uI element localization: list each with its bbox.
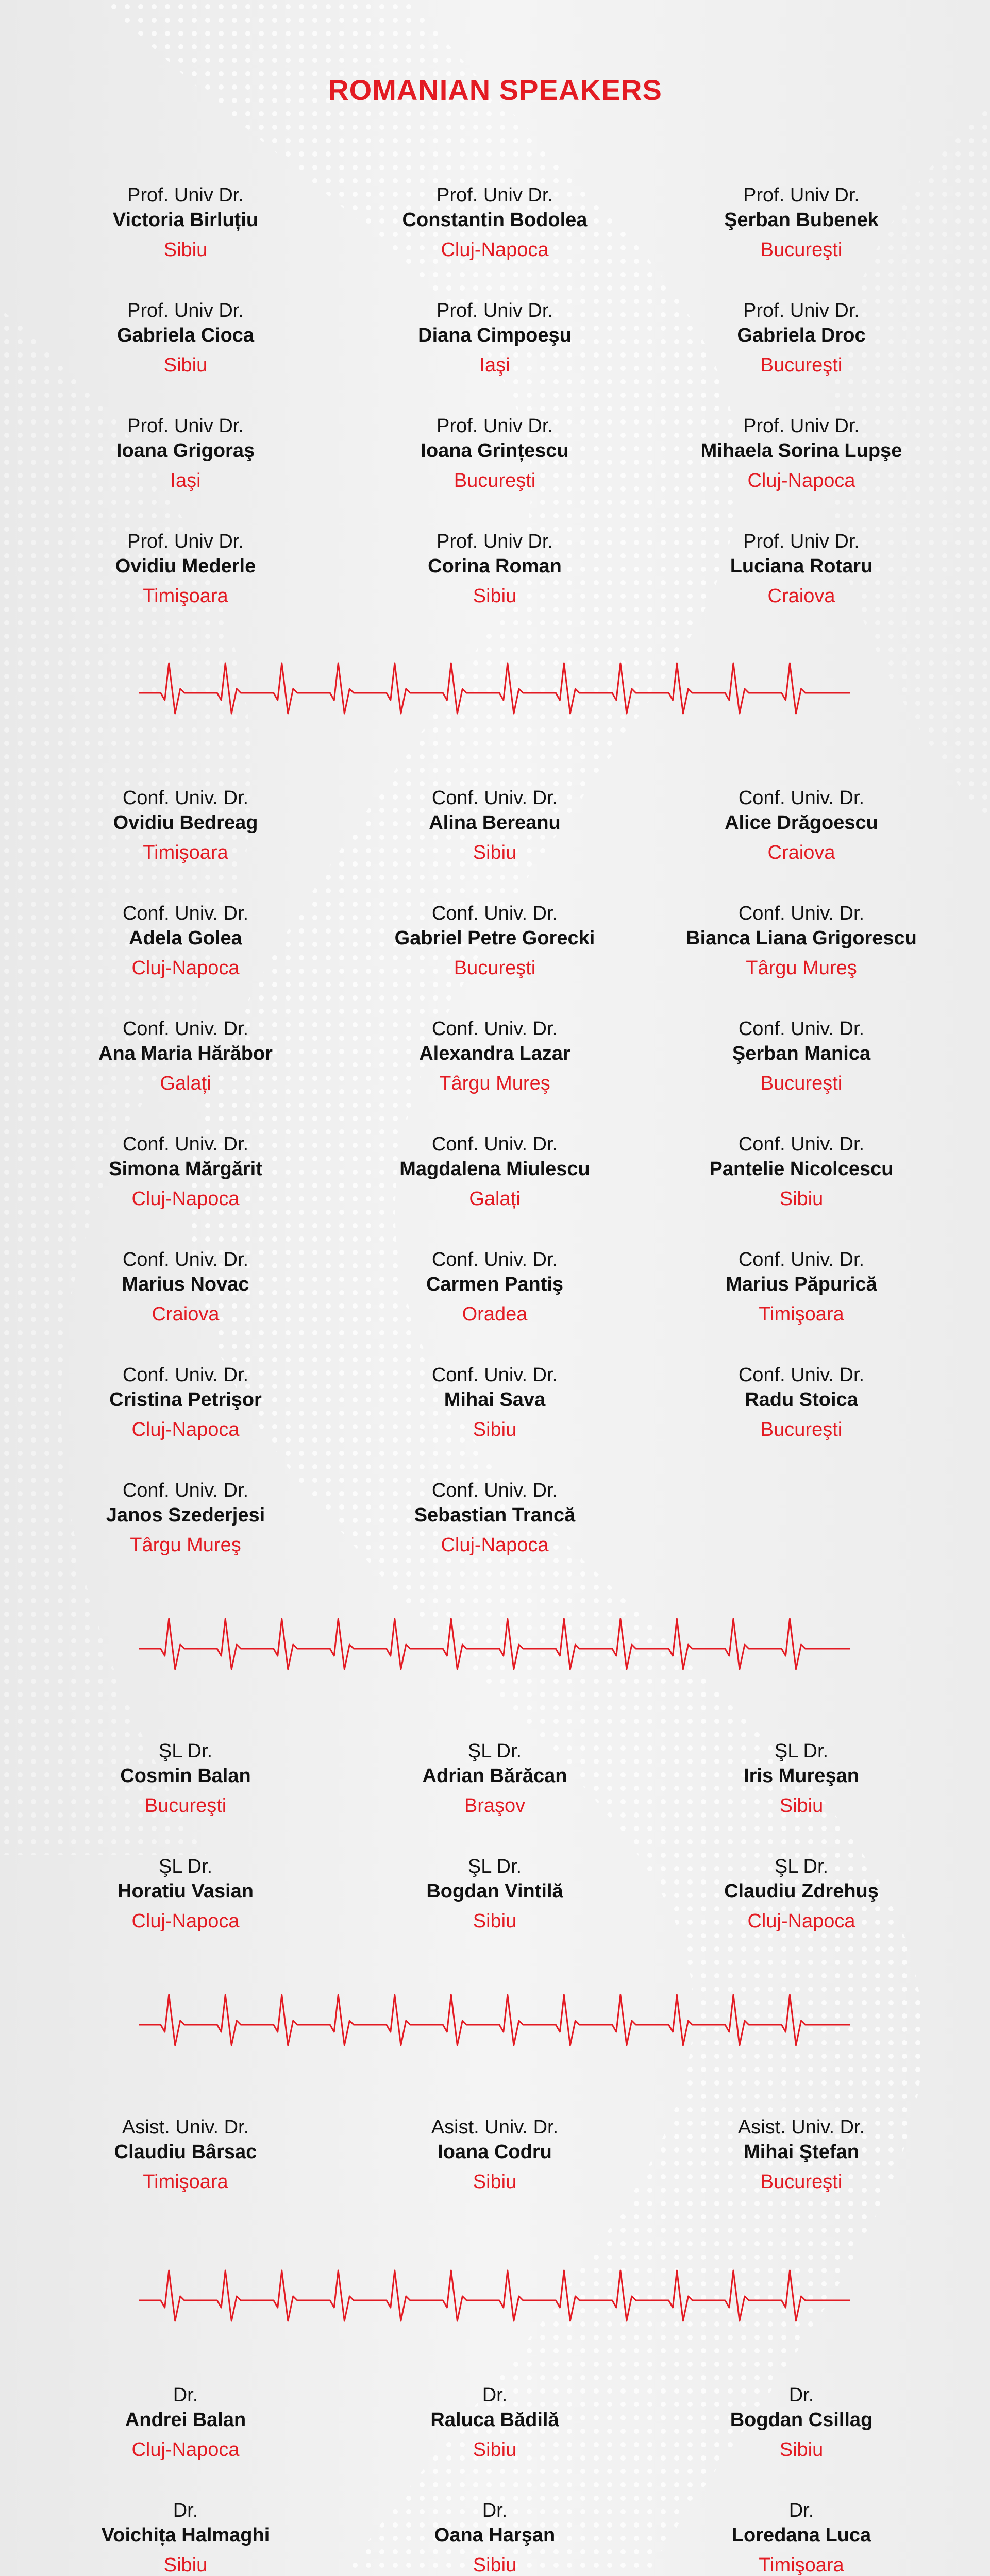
speaker-card — [36, 2383, 335, 2462]
heartbeat-divider — [139, 1991, 850, 2058]
speaker-city: Bucureşti — [454, 957, 536, 979]
speaker-city: Bucureşti — [144, 1795, 227, 1817]
speaker-card — [652, 1363, 951, 1442]
page-title: ROMANIAN SPEAKERS — [328, 74, 662, 106]
speaker-card — [345, 901, 644, 980]
speaker-name: Ioana Grigoraş — [116, 440, 255, 462]
speaker-name: Diana Cimpoeşu — [418, 325, 572, 346]
speaker-city: Sibiu — [163, 354, 208, 376]
speaker-name: Andrei Balan — [125, 2409, 246, 2431]
speaker-rank: ŞL Dr. — [467, 1740, 522, 1762]
speaker-card — [345, 1247, 644, 1327]
speaker-card — [652, 786, 951, 865]
speaker-card — [36, 1247, 335, 1327]
speaker-name: Bogdan Vintilă — [426, 1880, 563, 1902]
speaker-city: Sibiu — [473, 2171, 517, 2193]
speaker-card — [652, 1739, 951, 1818]
speaker-city: Bucureşti — [760, 354, 843, 376]
speaker-card — [36, 786, 335, 865]
speaker-name: Bogdan Csillag — [730, 2409, 873, 2431]
speaker-name: Alina Bereanu — [429, 812, 561, 834]
speaker-rank: Prof. Univ Dr. — [437, 184, 553, 206]
speaker-rank: Dr. — [173, 2384, 198, 2406]
speaker-card — [345, 1478, 644, 1557]
speaker-card — [36, 529, 335, 608]
speaker-rank: Prof. Univ Dr. — [743, 184, 860, 206]
speaker-rank: Dr. — [788, 2384, 814, 2406]
speaker-rank: Conf. Univ. Dr. — [122, 1018, 249, 1040]
speaker-city: Timişoara — [143, 585, 228, 607]
speaker-name: Luciana Rotaru — [730, 555, 873, 577]
speaker-city: Sibiu — [779, 2439, 824, 2461]
speaker-city: Craiova — [152, 1303, 220, 1325]
speaker-city: Cluj-Napoca — [131, 1910, 240, 1932]
speaker-name: Carmen Pantiş — [426, 1274, 564, 1295]
heartbeat-divider — [139, 659, 850, 726]
speaker-rank: Prof. Univ Dr. — [743, 531, 860, 552]
speaker-name: Marius Păpurică — [726, 1274, 877, 1295]
speaker-rank: Conf. Univ. Dr. — [431, 1249, 558, 1270]
speaker-rank: Conf. Univ. Dr. — [122, 1364, 249, 1386]
speaker-rank: Conf. Univ. Dr. — [122, 1133, 249, 1155]
speaker-rank: Prof. Univ Dr. — [127, 415, 244, 437]
heartbeat-divider — [139, 1615, 850, 1682]
speaker-city: Cluj-Napoca — [747, 470, 855, 492]
speaker-name: Simona Mărgărit — [109, 1158, 262, 1180]
speaker-rank: Conf. Univ. Dr. — [431, 1364, 558, 1386]
speaker-card — [345, 2498, 644, 2576]
speaker-name: Loredana Luca — [731, 2524, 871, 2546]
speaker-name: Voichița Halmaghi — [101, 2524, 270, 2546]
speaker-rank: Conf. Univ. Dr. — [431, 1018, 558, 1040]
speaker-name: Horatiu Vasian — [118, 1880, 254, 1902]
speaker-name: Cosmin Balan — [120, 1765, 251, 1787]
speaker-card — [345, 1132, 644, 1211]
speaker-name: Alexandra Lazar — [419, 1043, 570, 1064]
speaker-card — [345, 1363, 644, 1442]
speaker-name: Gabriela Cioca — [116, 325, 255, 346]
speaker-card — [652, 2498, 951, 2576]
speaker-card — [652, 901, 951, 980]
speaker-name: Gabriela Droc — [737, 325, 866, 346]
speaker-city: Galați — [160, 1073, 211, 1094]
speaker-rank: Prof. Univ Dr. — [743, 300, 860, 321]
speaker-card — [345, 298, 644, 378]
speaker-rank: Conf. Univ. Dr. — [431, 787, 558, 809]
speaker-rank: ŞL Dr. — [158, 1740, 213, 1762]
speaker-city: Iaşi — [170, 470, 201, 492]
speaker-city: Sibiu — [473, 1419, 517, 1440]
speaker-name: Iris Mureşan — [744, 1765, 859, 1787]
speaker-rank: Asist. Univ. Dr. — [737, 2116, 865, 2138]
speaker-name: Janos Szederjesi — [106, 1504, 265, 1526]
speaker-card — [345, 183, 644, 262]
speaker-rank: Prof. Univ Dr. — [437, 415, 553, 437]
speaker-name: Ioana Grințescu — [421, 440, 569, 462]
speaker-city: Bucureşti — [760, 1073, 843, 1094]
speaker-name: Mihai Ştefan — [744, 2141, 859, 2163]
speaker-rank: Prof. Univ Dr. — [127, 184, 244, 206]
speaker-rank: ŞL Dr. — [467, 1856, 522, 1877]
speaker-city: Sibiu — [779, 1188, 824, 1210]
speaker-rank: ŞL Dr. — [774, 1740, 829, 1762]
speaker-city: Timişoara — [143, 842, 228, 863]
speaker-city: Bucureşti — [760, 2171, 843, 2193]
speaker-card — [36, 2498, 335, 2576]
speaker-name: Victoria Birluțiu — [112, 209, 259, 231]
speaker-name: Corina Roman — [428, 555, 562, 577]
speaker-city: Sibiu — [163, 239, 208, 261]
speaker-rank: Conf. Univ. Dr. — [431, 1133, 558, 1155]
speaker-city: Bucureşti — [760, 1419, 843, 1440]
speaker-card — [345, 414, 644, 493]
speaker-card — [345, 529, 644, 608]
speaker-card — [652, 298, 951, 378]
speaker-city: Cluj-Napoca — [441, 239, 549, 261]
speaker-city: Galați — [469, 1188, 521, 1210]
speaker-city: Oradea — [462, 1303, 528, 1325]
speaker-city: Sibiu — [779, 1795, 824, 1817]
speaker-name: Şerban Manica — [732, 1043, 871, 1064]
speaker-name: Ana Maria Hărăbor — [98, 1043, 273, 1064]
heartbeat-divider — [139, 2267, 850, 2334]
speaker-card — [36, 1363, 335, 1442]
speaker-city: Sibiu — [473, 585, 517, 607]
speaker-city: Iaşi — [479, 354, 510, 376]
speaker-rank: Conf. Univ. Dr. — [122, 1249, 249, 1270]
speaker-card — [36, 1854, 335, 1934]
speaker-city: Timişoara — [759, 1303, 844, 1325]
speaker-card — [36, 414, 335, 493]
speaker-card — [345, 2115, 644, 2194]
speaker-city: Timişoara — [143, 2171, 228, 2193]
speaker-city: Bucureşti — [760, 239, 843, 261]
speaker-name: Ioana Codru — [438, 2141, 552, 2163]
speaker-name: Cristina Petrişor — [109, 1389, 262, 1411]
speaker-card — [652, 183, 951, 262]
speaker-rank: Dr. — [482, 2384, 508, 2406]
speaker-city: Sibiu — [473, 2439, 517, 2461]
speaker-card — [36, 1016, 335, 1096]
speaker-card — [36, 298, 335, 378]
speaker-card — [652, 414, 951, 493]
speaker-card — [652, 529, 951, 608]
speaker-city: Cluj-Napoca — [441, 1534, 549, 1556]
speaker-name: Pantelie Nicolcescu — [709, 1158, 894, 1180]
speaker-rank: Prof. Univ Dr. — [127, 531, 244, 552]
speaker-rank: Conf. Univ. Dr. — [738, 1364, 865, 1386]
speaker-card — [652, 1016, 951, 1096]
speaker-card — [652, 1247, 951, 1327]
speaker-rank: Asist. Univ. Dr. — [431, 2116, 559, 2138]
speaker-card — [345, 1854, 644, 1934]
speaker-name: Oana Harşan — [434, 2524, 556, 2546]
speaker-rank: Prof. Univ Dr. — [437, 300, 553, 321]
speaker-city: Târgu Mureş — [746, 957, 857, 979]
speaker-card — [36, 183, 335, 262]
speaker-name: Adela Golea — [129, 927, 242, 949]
speaker-city: Cluj-Napoca — [131, 2439, 240, 2461]
speaker-name: Radu Stoica — [745, 1389, 858, 1411]
speaker-card — [345, 786, 644, 865]
speaker-card — [652, 1854, 951, 1934]
speaker-rank: Conf. Univ. Dr. — [738, 1018, 865, 1040]
speaker-card — [36, 2115, 335, 2194]
speaker-rank: Conf. Univ. Dr. — [738, 1249, 865, 1270]
speaker-name: Mihai Sava — [444, 1389, 546, 1411]
speaker-city: Sibiu — [163, 2554, 208, 2576]
speaker-city: Târgu Mureş — [130, 1534, 241, 1556]
speaker-name: Claudiu Bârsac — [114, 2141, 257, 2163]
speaker-name: Raluca Bădilă — [430, 2409, 559, 2431]
speaker-card — [36, 1478, 335, 1557]
speaker-city: Cluj-Napoca — [131, 1419, 240, 1440]
speaker-rank: Conf. Univ. Dr. — [122, 1480, 249, 1501]
speaker-rank: ŞL Dr. — [774, 1856, 829, 1877]
speaker-rank: Prof. Univ Dr. — [437, 531, 553, 552]
speaker-city: Bucureşti — [454, 470, 536, 492]
speaker-rank: Prof. Univ Dr. — [743, 415, 860, 437]
speaker-rank: Dr. — [788, 2500, 814, 2521]
speaker-name: Alice Drăgoescu — [725, 812, 878, 834]
speaker-card — [36, 1132, 335, 1211]
speaker-rank: Conf. Univ. Dr. — [738, 903, 865, 924]
speaker-name: Ovidiu Mederle — [115, 555, 256, 577]
speaker-card — [36, 1739, 335, 1818]
speaker-name: Marius Novac — [122, 1274, 249, 1295]
speaker-city: Craiova — [767, 585, 835, 607]
speaker-city: Sibiu — [473, 842, 517, 863]
speaker-name: Constantin Bodolea — [402, 209, 588, 231]
speaker-city: Craiova — [767, 842, 835, 863]
speaker-card — [345, 1739, 644, 1818]
speaker-rank: Dr. — [173, 2500, 198, 2521]
speaker-rank: Conf. Univ. Dr. — [738, 1133, 865, 1155]
speaker-card — [345, 1016, 644, 1096]
speaker-city: Sibiu — [473, 2554, 517, 2576]
speaker-city: Timişoara — [759, 2554, 844, 2576]
speaker-card — [652, 2115, 951, 2194]
speaker-name: Bianca Liana Grigorescu — [686, 927, 917, 949]
speaker-name: Şerban Bubenek — [724, 209, 879, 231]
speaker-name: Claudiu Zdrehuş — [724, 1880, 879, 1902]
speaker-rank: Conf. Univ. Dr. — [431, 903, 558, 924]
speaker-card — [652, 2383, 951, 2462]
speaker-name: Magdalena Miulescu — [399, 1158, 590, 1180]
speaker-rank: Conf. Univ. Dr. — [738, 787, 865, 809]
speaker-card — [652, 1132, 951, 1211]
speaker-rank: Conf. Univ. Dr. — [122, 903, 249, 924]
speaker-rank: Conf. Univ. Dr. — [431, 1480, 558, 1501]
speaker-name: Sebastian Trancă — [414, 1504, 576, 1526]
speaker-rank: Asist. Univ. Dr. — [122, 2116, 249, 2138]
speaker-card — [345, 2383, 644, 2462]
speaker-city: Cluj-Napoca — [131, 1188, 240, 1210]
speaker-city: Cluj-Napoca — [747, 1910, 855, 1932]
speaker-city: Sibiu — [473, 1910, 517, 1932]
speaker-city: Cluj-Napoca — [131, 957, 240, 979]
speaker-rank: Dr. — [482, 2500, 508, 2521]
speaker-name: Adrian Bărăcan — [422, 1765, 567, 1787]
speaker-city: Târgu Mureş — [439, 1073, 550, 1094]
speaker-card — [36, 901, 335, 980]
speaker-rank: ŞL Dr. — [158, 1856, 213, 1877]
speaker-rank: Conf. Univ. Dr. — [122, 787, 249, 809]
speaker-name: Ovidiu Bedreag — [113, 812, 258, 834]
speaker-city: Braşov — [464, 1795, 526, 1817]
speaker-rank: Prof. Univ Dr. — [127, 300, 244, 321]
speaker-name: Mihaela Sorina Lupşe — [700, 440, 902, 462]
speaker-name: Gabriel Petre Gorecki — [394, 927, 595, 949]
